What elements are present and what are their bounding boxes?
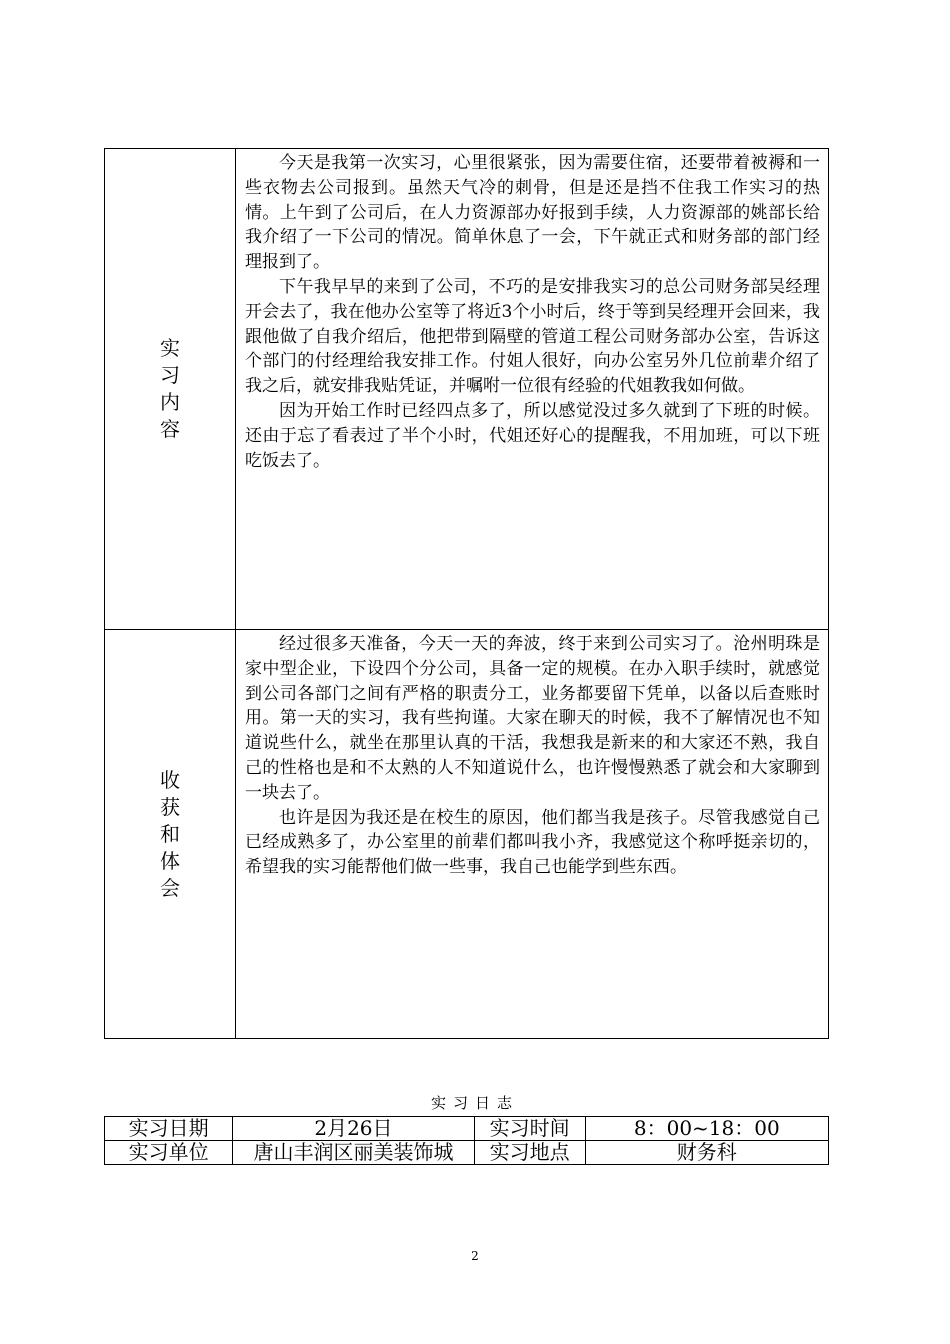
label-char: 和 (160, 821, 180, 846)
journal-table (104, 148, 829, 1039)
harvest-paragraph: 也许是因为我还是在校生的原因，他们都当我是孩子。尽管我感觉自己已经成熟多了，办公室里的前辈们都叫我小齐，我感觉这个称呼挺亲切的，希望我的实习能帮他们做一些事，我自己也能学到些东西。 (245, 807, 820, 878)
info-row (105, 1117, 829, 1141)
harvest-label (105, 630, 236, 1039)
info-row (105, 1141, 829, 1165)
unit-label: 实习单位 (105, 1141, 233, 1165)
date-value: 2月26日 (233, 1117, 474, 1141)
time-value: 8：00~18：00 (585, 1117, 828, 1141)
info-table (104, 1116, 829, 1165)
harvest-paragraph: 经过很多天准备，今天一天的奔波，终于来到公司实习了。沧州明珠是家中型企业，下设四个分公司，具备一定的规模。在办入职手续时，就感觉到公司各部门之间有严格的职责分工，业务都要留下凭单，以备以后查账时用。第一天的实习，我有些拘谨。大家在聊天的时候，我不了解情况也不知道说些什么，就坐在那里认真的干活，我想我是新来的和大家还不熟，我自己的性格也是和不太熟的人不知道说什么，也许慢慢熟悉了就会和大家聊到一块去了。 (245, 634, 820, 803)
harvest-text-cell (236, 630, 829, 1039)
harvest-row (105, 630, 829, 1039)
time-label: 实习时间 (474, 1117, 585, 1141)
label-char: 容 (160, 417, 180, 441)
content-row (105, 149, 829, 630)
unit-value: 唐山丰润区丽美装饰城 (233, 1141, 474, 1165)
content-paragraph: 下午我早早的来到了公司，不巧的是安排我实习的总公司财务部吴经理开会去了，我在他办公室等了将近3个小时后，终于等到吴经理开会回来，我跟他做了自我介绍后，他把带到隔壁的管道工程公司财务部办公室，告诉这个部门的付经理给我安排工作。付姐人很好，向办公室另外几位前辈介绍了我之后，就安排我贴凭证，并嘱咐一位很有经验的代姐教我如何做。 (245, 276, 820, 397)
content-paragraph: 因为开始工作时已经四点多了，所以感觉没过多久就到了下班的时候。还由于忘了看表过了半个小时，代姐还好心的提醒我，不用加班，可以下班吃饭去了。 (245, 400, 820, 471)
date-label: 实习日期 (105, 1117, 233, 1141)
label-char: 习 (160, 363, 180, 387)
label-char: 收 (160, 767, 180, 792)
content-text-cell (236, 149, 829, 630)
location-value: 财务科 (585, 1141, 828, 1165)
log-title: 实习日志 (430, 1094, 519, 1112)
content-label (105, 149, 236, 630)
label-char: 体 (160, 848, 180, 873)
label-char: 内 (160, 390, 180, 414)
content-paragraph: 今天是我第一次实习，心里很紧张，因为需要住宿，还要带着被褥和一些衣物去公司报到。虽然天气冷的刺骨，但是还是挡不住我工作实习的热情。上午到了公司后，在人力资源部办好报到手续，人力资源部的姚部长给我介绍了一下公司的情况。简单休息了一会，下午就正式和财务部的部门经理报到了。 (245, 153, 820, 273)
location-label: 实习地点 (474, 1141, 585, 1165)
label-char: 获 (160, 794, 180, 819)
label-char: 会 (160, 875, 180, 900)
label-char: 实 (160, 336, 180, 360)
page-number: 2 (471, 1249, 479, 1263)
